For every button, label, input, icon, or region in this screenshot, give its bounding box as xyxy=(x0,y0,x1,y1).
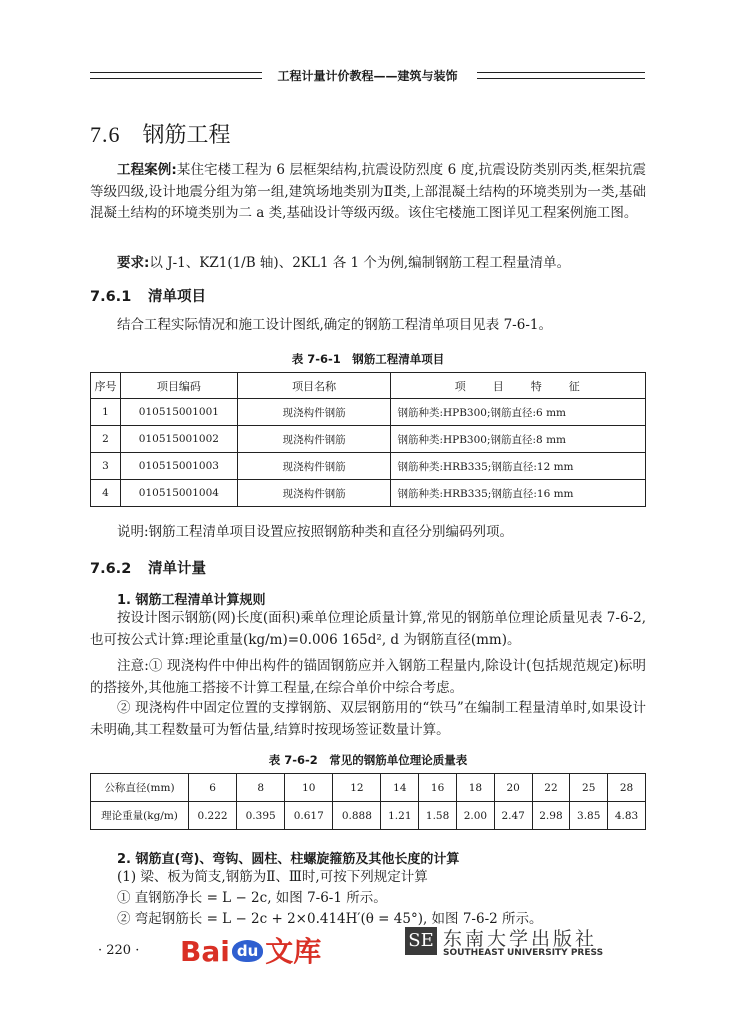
logo-text: 文库 xyxy=(265,935,322,968)
logo-text: Bai xyxy=(180,935,230,968)
cell: 16 xyxy=(419,774,457,802)
subsection-title: 清单计量 xyxy=(148,561,206,577)
subsection-762 xyxy=(90,557,206,578)
cell: 钢筋种类:HRB335;钢筋直径:16 mm xyxy=(391,480,646,507)
header-cell: 项 目 特 征 xyxy=(391,373,646,399)
case-text: 某住宅楼工程为 6 层框架结构,抗震设防烈度 6 度,抗震设防类别丙类,框架抗震等级四级,设计地震分组为第一组,建筑场地类别为Ⅱ类,上部混凝土结构的环境类别为一类,基础混凝土结构的环境类别为二 a 类,基础设计等级丙级。该住宅楼施工图详见工程案例施工图。 xyxy=(90,162,647,221)
requirement-paragraph xyxy=(90,253,646,275)
cell: 25 xyxy=(570,774,608,802)
cell: 钢筋种类:HRB335;钢筋直径:12 mm xyxy=(391,453,646,480)
cell: 22 xyxy=(532,774,570,802)
table-row xyxy=(91,453,646,480)
subsection-number: 7.6.1 xyxy=(90,289,132,305)
header-cell: 项目名称 xyxy=(237,373,391,399)
calc-line-2: ① 直钢筋净长 = L − 2c, 如图 7-6-1 所示。 xyxy=(117,890,387,906)
requirement-label: 要求: xyxy=(117,255,150,271)
note-paragraph-1: 注意:① 现浇构件中伸出构件的锚固钢筋应并入钢筋工程量内,除设计(包括规范规定)标明的搭接外,其他施工搭接不计算工程量,在综合单价中综合考虑。 xyxy=(90,658,646,696)
cell: 2 xyxy=(91,426,121,453)
cell: 20 xyxy=(494,774,532,802)
cell: 010515001002 xyxy=(120,426,237,453)
cell: 1 xyxy=(91,399,121,426)
cell: 0.222 xyxy=(189,802,237,830)
table-header-row xyxy=(91,373,646,399)
row-label: 理论重量(kg/m) xyxy=(91,802,189,830)
subsection-number: 7.6.2 xyxy=(90,561,132,577)
header-cell: 序号 xyxy=(91,373,121,399)
cell: 28 xyxy=(608,774,646,802)
running-header xyxy=(90,68,645,82)
section-name: 钢筋工程 xyxy=(142,123,231,148)
table-row xyxy=(91,480,646,507)
publisher-name-en: SOUTHEAST UNIVERSITY PRESS xyxy=(443,948,604,958)
page-number: · 220 · xyxy=(98,943,140,958)
calc-title: 2. 钢筋直(弯)、弯钩、圆柱、柱螺旋箍筋及其他长度的计算 xyxy=(117,852,460,867)
cell: 0.395 xyxy=(237,802,285,830)
publisher-logo xyxy=(405,925,605,965)
note-paragraph-2: ② 现浇构件中固定位置的支撑钢筋、双层钢筋用的“铁马”在编制工程量清单时,如果设计未明确,其工程数量可为暂估量,结算时按现场签证数量计算。 xyxy=(90,700,646,738)
cell: 10 xyxy=(285,774,333,802)
case-paragraph xyxy=(90,160,646,225)
list-intro: 结合工程实际情况和施工设计图纸,确定的钢筋工程清单项目见表 7-6-1。 xyxy=(117,317,552,333)
rule-title: 1. 钢筋工程清单计算规则 xyxy=(117,593,266,608)
cell: 3.85 xyxy=(570,802,608,830)
cell: 1.21 xyxy=(381,802,419,830)
cell: 现浇构件钢筋 xyxy=(237,426,391,453)
cell: 0.888 xyxy=(333,802,381,830)
publisher-emblem-icon: SE xyxy=(405,927,437,955)
cell: 3 xyxy=(91,453,121,480)
table-1-caption: 表 7-6-1 钢筋工程清单项目 xyxy=(291,352,445,366)
table-row xyxy=(91,426,646,453)
bill-items-table xyxy=(90,372,646,507)
cell: 4.83 xyxy=(608,802,646,830)
weight-row xyxy=(91,802,646,830)
baidu-wenku-logo xyxy=(180,930,321,970)
table-note: 说明:钢筋工程清单项目设置应按照钢筋种类和直径分别编码列项。 xyxy=(117,524,514,540)
rule-paragraph: 按设计图示钢筋(网)长度(面积)乘单位理论质量计算,常见的钢筋单位理论质量见表 7-6-2,也可按公式计算:理论重量(kg/m)=0.006 165d², d 为钢筋直径(mm)。 xyxy=(90,610,646,648)
calc-line-3: ② 弯起钢筋长 = L − 2c + 2×0.414H′(θ = 45°), 如图 7-6-2 所示。 xyxy=(117,911,543,927)
cell: 4 xyxy=(91,480,121,507)
calc-line-1: (1) 梁、板为简支,钢筋为Ⅱ、Ⅲ时,可按下列规定计算 xyxy=(117,869,428,885)
cell: 18 xyxy=(457,774,495,802)
cell: 010515001001 xyxy=(120,399,237,426)
paw-icon: du xyxy=(232,940,263,962)
header-title: 工程计量计价教程——建筑与装饰 xyxy=(277,69,458,83)
diameter-row xyxy=(91,774,646,802)
cell: 6 xyxy=(189,774,237,802)
cell: 钢筋种类:HPB300;钢筋直径:8 mm xyxy=(391,426,646,453)
cell: 2.98 xyxy=(532,802,570,830)
subsection-title: 清单项目 xyxy=(148,289,206,305)
cell: 1.58 xyxy=(419,802,457,830)
cell: 现浇构件钢筋 xyxy=(237,453,391,480)
cell: 现浇构件钢筋 xyxy=(237,399,391,426)
cell: 14 xyxy=(381,774,419,802)
header-cell: 项目编码 xyxy=(120,373,237,399)
cell: 010515001003 xyxy=(120,453,237,480)
cell: 钢筋种类:HPB300;钢筋直径:6 mm xyxy=(391,399,646,426)
unit-weight-table xyxy=(90,773,646,830)
cell: 12 xyxy=(333,774,381,802)
cell: 8 xyxy=(237,774,285,802)
table-2-caption: 表 7-6-2 常见的钢筋单位理论质量表 xyxy=(268,753,468,767)
requirement-text: 以 J-1、KZ1(1/B 轴)、2KL1 各 1 个为例,编制钢筋工程工程量清单。 xyxy=(149,255,571,271)
cell: 0.617 xyxy=(285,802,333,830)
cell: 2.47 xyxy=(494,802,532,830)
section-number: 7.6 xyxy=(90,122,121,147)
cell: 010515001004 xyxy=(120,480,237,507)
section-title xyxy=(90,118,231,149)
row-label: 公称直径(mm) xyxy=(91,774,189,802)
publisher-name-cn: 东南大学出版社 xyxy=(443,928,598,950)
cell: 现浇构件钢筋 xyxy=(237,480,391,507)
subsection-761 xyxy=(90,285,206,306)
table-row xyxy=(91,399,646,426)
case-label: 工程案例: xyxy=(117,162,177,178)
cell: 2.00 xyxy=(457,802,495,830)
